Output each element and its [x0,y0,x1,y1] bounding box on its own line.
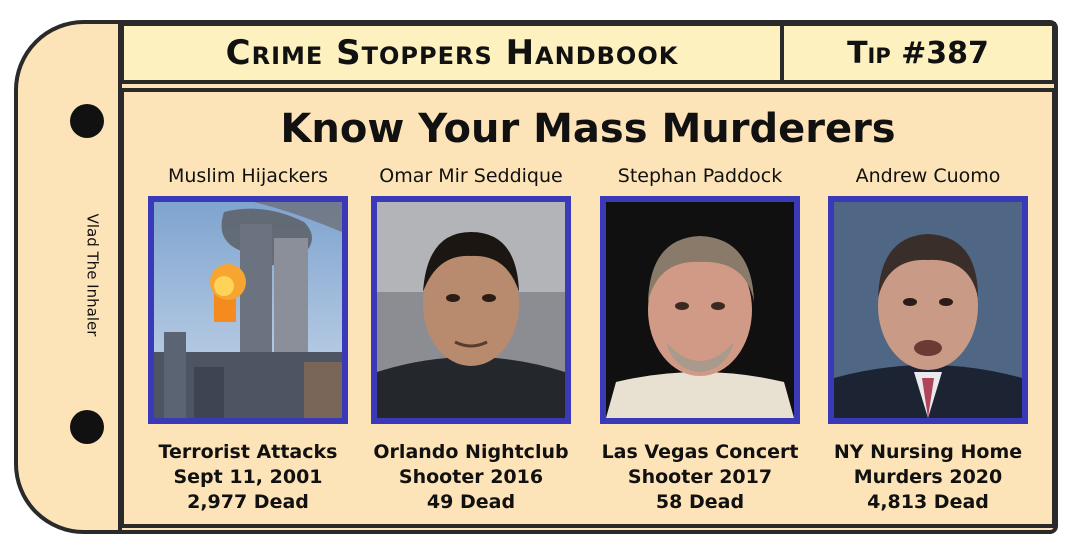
binder-hole-bottom [70,410,104,444]
portrait-photo [600,196,800,424]
panel-name: Omar Mir Seddique [379,165,563,187]
panel-name: Andrew Cuomo [855,165,1001,187]
twin-towers-attack-image [154,202,342,418]
panel-1 [143,160,353,515]
twin-towers-attack-photo [148,196,348,424]
portrait-image [606,202,794,418]
panel-3 [595,160,805,515]
panel-caption: NY Nursing Home Murders 2020 4,813 Dead [833,441,1023,513]
panel-caption: Terrorist Attacks Sept 11, 2001 2,977 Dead [158,441,338,513]
portrait-image [377,202,565,418]
panel-caption: Orlando Nightclub Shooter 2016 49 Dead [373,441,569,513]
panel-name: Muslim Hijackers [167,165,329,187]
panel-4 [823,160,1033,515]
panel-caption: Las Vegas Concert Shooter 2017 58 Dead [601,441,799,513]
portrait-photo [828,196,1028,424]
binder-hole-top [70,104,104,138]
tip-number: Tip #387 [780,22,1056,84]
page-title: Know Your Mass Murderers [280,106,896,152]
panel-2 [366,160,576,515]
header-title: Crime Stoppers Handbook [120,22,784,84]
portrait-photo [371,196,571,424]
portrait-image [834,202,1022,418]
panel-name: Stephan Paddock [617,165,783,187]
side-credit: Vlad The Inhaler [83,213,101,337]
